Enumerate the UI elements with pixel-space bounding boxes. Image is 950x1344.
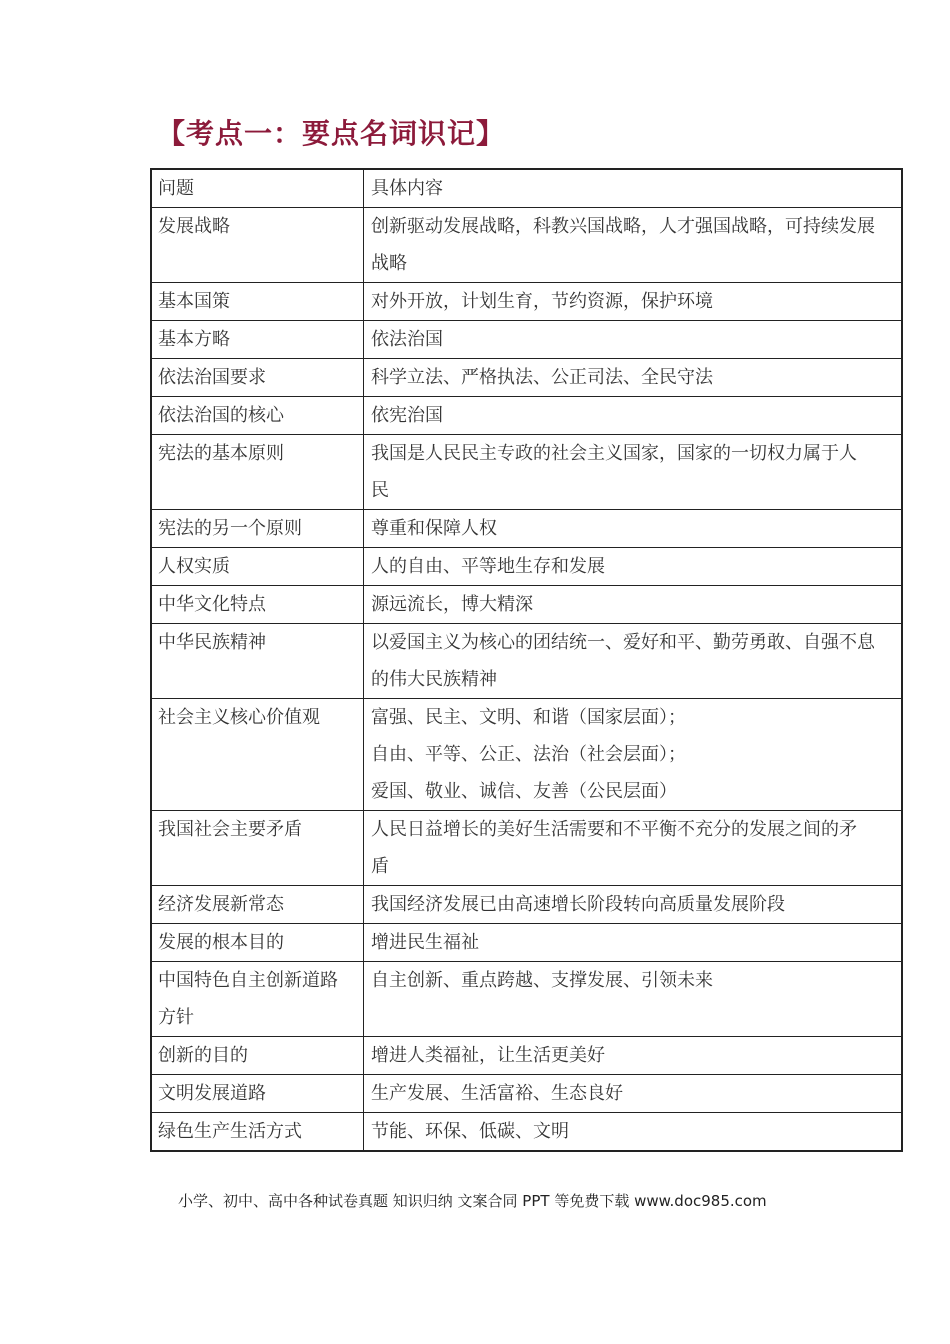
row-question: [151, 924, 364, 962]
table-row: [151, 586, 902, 624]
row-content: [364, 1113, 903, 1152]
question-line: 发展战略: [158, 216, 230, 237]
row-content: [364, 811, 903, 886]
table-row: [151, 924, 902, 962]
content-line: 盾: [371, 856, 389, 877]
row-content: [364, 699, 903, 811]
question-line: 发展的根本目的: [158, 932, 284, 953]
row-question: [151, 397, 364, 435]
row-question: [151, 811, 364, 886]
row-question: [151, 586, 364, 624]
row-question: [151, 886, 364, 924]
content-line: 源远流长，博大精深: [371, 594, 533, 615]
table-row: [151, 1113, 902, 1152]
table-row: [151, 548, 902, 586]
row-question: [151, 321, 364, 359]
table-row: [151, 962, 902, 1037]
question-line: 基本方略: [158, 329, 230, 350]
row-content: [364, 962, 903, 1037]
table-row: [151, 1037, 902, 1075]
content-line: 战略: [371, 253, 407, 274]
key-terms-table: [150, 168, 903, 1152]
table-row: [151, 811, 902, 886]
row-question: [151, 1113, 364, 1152]
table-row: [151, 1075, 902, 1113]
row-content: [364, 208, 903, 283]
row-content: [364, 1037, 903, 1075]
table-row: [151, 435, 902, 510]
table-row: [151, 208, 902, 283]
content-line: 人民日益增长的美好生活需要和不平衡不充分的发展之间的矛: [371, 819, 857, 840]
content-line: 尊重和保障人权: [371, 518, 497, 539]
table-row: [151, 397, 902, 435]
question-line: 中国特色自主创新道路: [158, 970, 338, 991]
content-line: 增进人类福祉，让生活更美好: [371, 1045, 605, 1066]
header-question: 问题: [151, 169, 364, 208]
question-line: 文明发展道路: [158, 1083, 266, 1104]
content-line: 依宪治国: [371, 405, 443, 426]
question-line: 宪法的另一个原则: [158, 518, 302, 539]
question-line: 人权实质: [158, 556, 230, 577]
row-content: [364, 359, 903, 397]
content-line: 科学立法、严格执法、公正司法、全民守法: [371, 367, 713, 388]
row-content: [364, 886, 903, 924]
row-question: [151, 208, 364, 283]
content-line: 增进民生福祉: [371, 932, 479, 953]
content-line: 人的自由、平等地生存和发展: [371, 556, 605, 577]
content-line: 自主创新、重点跨越、支撑发展、引领未来: [371, 970, 713, 991]
row-content: [364, 510, 903, 548]
table-row: [151, 510, 902, 548]
row-question: [151, 548, 364, 586]
row-content: [364, 548, 903, 586]
row-content: [364, 924, 903, 962]
table-row: [151, 283, 902, 321]
row-question: [151, 962, 364, 1037]
question-line: 我国社会主要矛盾: [158, 819, 302, 840]
table-row: [151, 359, 902, 397]
row-content: [364, 397, 903, 435]
question-line: 绿色生产生活方式: [158, 1121, 302, 1142]
content-line: 对外开放，计划生育，节约资源，保护环境: [371, 291, 713, 312]
row-content: [364, 1075, 903, 1113]
question-line: 依法治国要求: [158, 367, 266, 388]
content-line: 爱国、敬业、诚信、友善（公民层面）: [371, 781, 677, 802]
row-question: [151, 510, 364, 548]
question-line: 基本国策: [158, 291, 230, 312]
row-question: [151, 699, 364, 811]
section-heading: 【考点一：要点名词识记】: [157, 117, 506, 150]
question-line: 中华民族精神: [158, 632, 266, 653]
row-content: [364, 321, 903, 359]
row-content: [364, 586, 903, 624]
question-line: 宪法的基本原则: [158, 443, 284, 464]
row-question: [151, 1037, 364, 1075]
table-header-row: [151, 169, 902, 208]
content-line: 的伟大民族精神: [371, 669, 497, 690]
content-line: 以爱国主义为核心的团结统一、爱好和平、勤劳勇敢、自强不息: [371, 632, 875, 653]
question-line: 依法治国的核心: [158, 405, 284, 426]
content-line: 我国是人民民主专政的社会主义国家，国家的一切权力属于人: [371, 443, 857, 464]
row-question: [151, 624, 364, 699]
row-question: [151, 283, 364, 321]
question-line: 经济发展新常态: [158, 894, 284, 915]
content-line: 依法治国: [371, 329, 443, 350]
row-content: [364, 624, 903, 699]
row-content: [364, 435, 903, 510]
table-row: [151, 624, 902, 699]
content-line: 自由、平等、公正、法治（社会层面）；: [371, 744, 686, 765]
header-content: 具体内容: [364, 169, 903, 208]
table-row: [151, 699, 902, 811]
row-question: [151, 435, 364, 510]
content-line: 创新驱动发展战略，科教兴国战略，人才强国战略，可持续发展: [371, 216, 875, 237]
question-line: 方针: [158, 1007, 194, 1028]
question-line: 中华文化特点: [158, 594, 266, 615]
row-question: [151, 359, 364, 397]
table-row: [151, 321, 902, 359]
content-line: 生产发展、生活富裕、生态良好: [371, 1083, 623, 1104]
row-question: [151, 1075, 364, 1113]
content-line: 节能、环保、低碳、文明: [371, 1121, 569, 1142]
question-line: 创新的目的: [158, 1045, 248, 1066]
table-row: [151, 886, 902, 924]
content-line: 富强、民主、文明、和谐（国家层面）；: [371, 707, 686, 728]
row-content: [364, 283, 903, 321]
footer-note: 小学、初中、高中各种试卷真题 知识归纳 文案合同 PPT 等免费下载 www.doc985.com: [178, 1192, 767, 1210]
content-line: 我国经济发展已由高速增长阶段转向高质量发展阶段: [371, 894, 785, 915]
question-line: 社会主义核心价值观: [158, 707, 320, 728]
content-line: 民: [371, 480, 389, 501]
